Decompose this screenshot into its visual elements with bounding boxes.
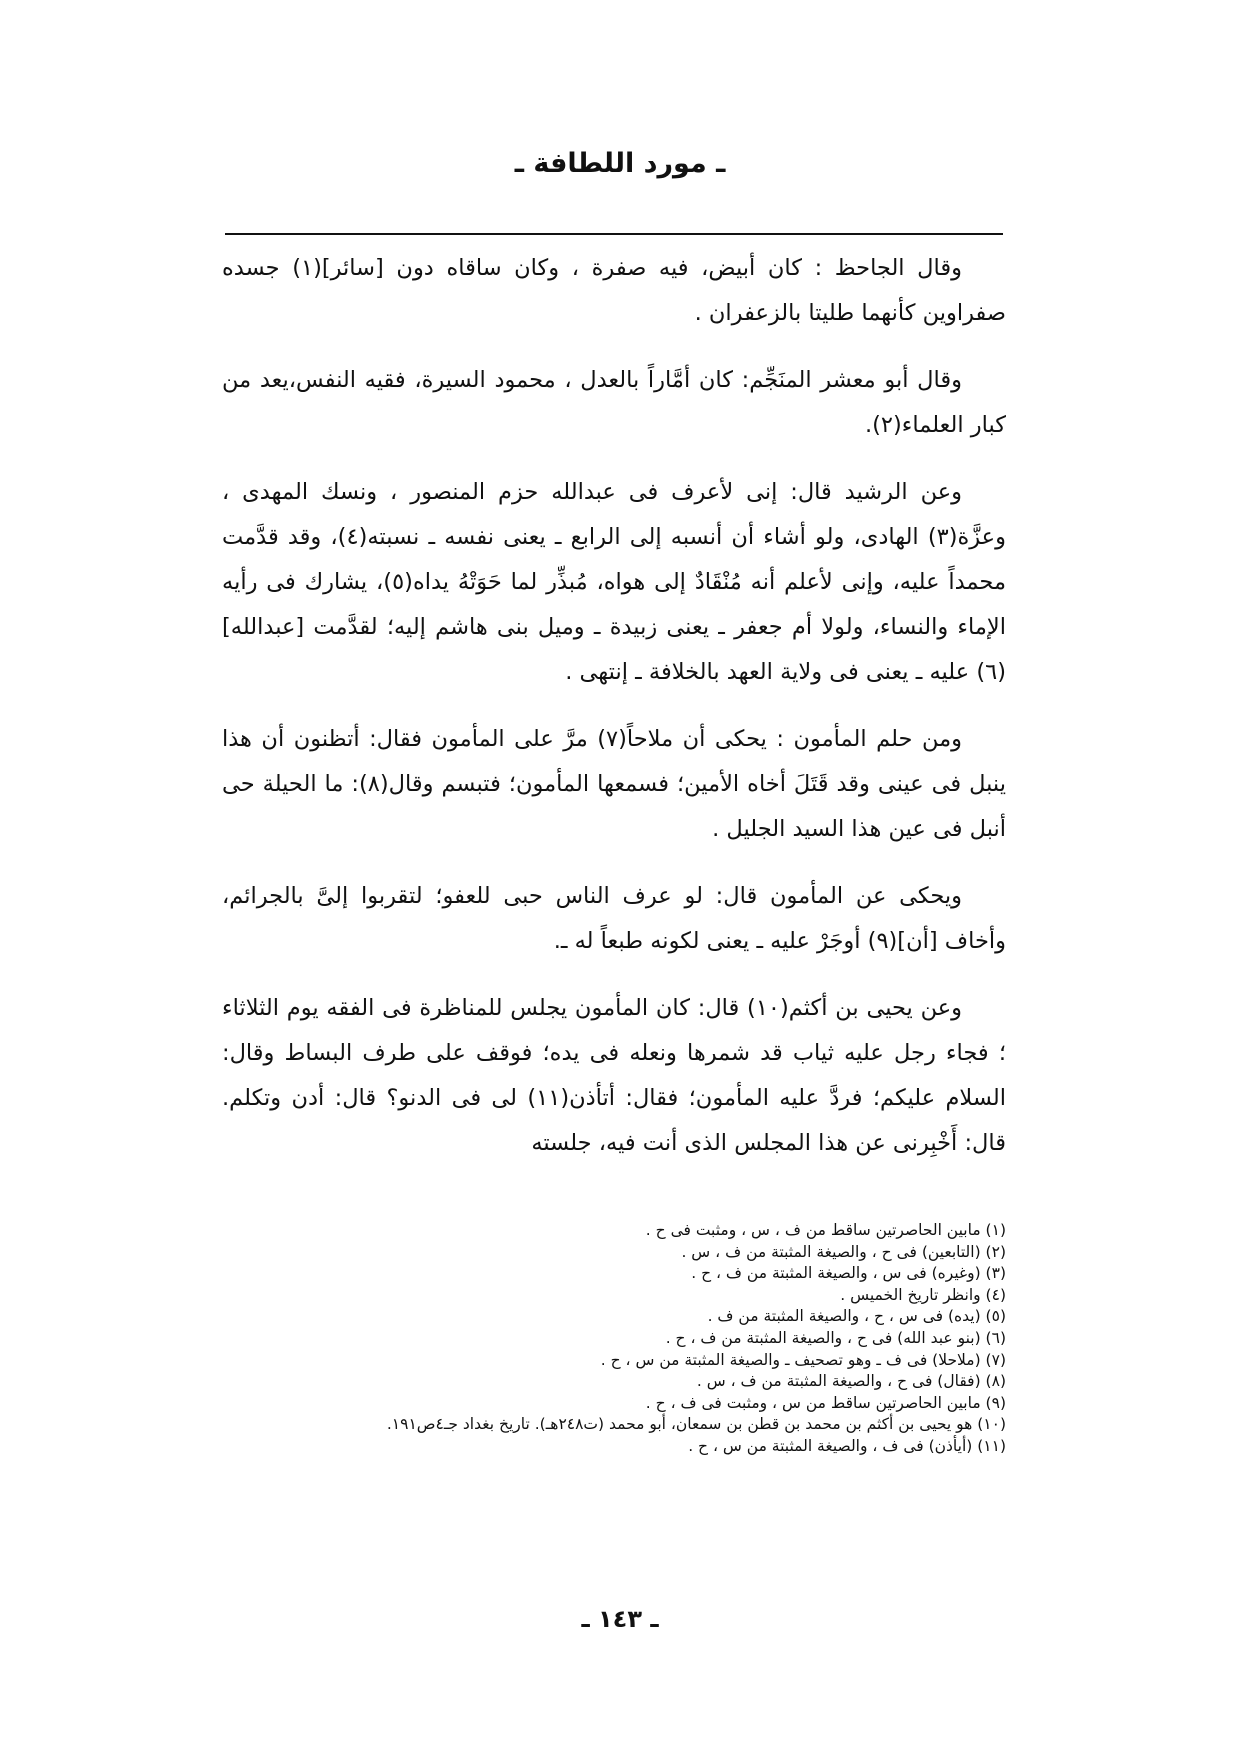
paragraph: ومن حلم المأمون : يحكى أن ملاحاً(٧) مرَّ على المأمون فقال: أتظنون أن هذا ينبل فى عينى وقد قَتَلَ أخاه الأمين؛ فسمعها المأمون؛ فتبسم وقال(٨): ما الحيلة حى أنبل فى عين هذا السيد الجليل . [222,726,1006,842]
paragraph: وقال أبو معشر المنَجِّم: كان أمَّاراً بالعدل ، محمود السيرة، فقيه النفس،يعد من كبار العلماء(٢). [222,367,1006,438]
footnote: (١٠) هو يحيى بن أكثم بن محمد بن قطن بن سمعان، أبو محمد (ت٢٤٨هـ). تاريخ بغداد جـ٤ص١٩١. [386,1415,1006,1434]
footnote: (٢) (التابعين) فى ح ، والصيغة المثبتة من ف ، س . [681,1242,1006,1261]
footnote: (٥) (يده) فى س ، ح ، والصيغة المثبتة من ف . [707,1307,1006,1326]
footnote: (١) مابين الحاصرتين ساقط من ف ، س ، ومثبت فى ح . [645,1221,1006,1239]
paragraph: وعن يحيى بن أكثم(١٠) قال: كان المأمون يجلس للمناظرة فى الفقه يوم الثلاثاء ؛ فجاء رجل عليه ثياب قد شمرها ونعله فى يده؛ فوقف على طرف البساط وقال: السلام عليكم؛ فردَّ عليه المأمون؛ فقال: أتأذن(١١) لى فى الدنو؟ قال: أدن وتكلم. قال: أَخْبِرنى عن هذا المجلس الذى أنت فيه، جلسته [222,995,1006,1156]
header-divider [225,233,1003,235]
footnote: (٨) (فقال) فى ح ، والصيغة المثبتة من ف ، س . [696,1372,1006,1391]
page-header: ـ مورد اللطافة ـ [514,148,726,179]
footnotes [222,1220,1006,1458]
main-text [222,246,1006,1188]
paragraph: وعن الرشيد قال: إنى لأعرف فى عبدالله حزم المنصور ، ونسك المهدى ، وعزَّة(٣) الهادى، ولو أشاء أن أنسبه إلى الرابع ـ يعنى نفسه ـ نسبته(٤)، وقد قدَّمت محمداً عليه، وإنى لأعلم أنه مُنْقَادٌ إلى هواه، مُبذِّر لما حَوَتْهُ يداه(٥)، يشارك فى رأيه الإماء والنساء، ولولا أم جعفر ـ يعنى زبيدة ـ وميل بنى هاشم إليه؛ لقدَّمت [عبدالله](٦) عليه ـ يعنى فى ولاية العهد بالخلافة ـ إنتهى . [222,479,1006,685]
page-number: ـ ١٤٣ ـ [581,1605,659,1633]
footnote: (١١) (أيأذن) فى ف ، والصيغة المثبتة من س ، ح . [688,1436,1006,1455]
footnote: (٤) وانظر تاريخ الخميس . [840,1285,1006,1304]
footnote: (٩) مابين الحاصرتين ساقط من س ، ومثبت فى ف ، ح . [645,1393,1006,1412]
footnote: (٧) (ملاحلا) فى ف ـ وهو تصحيف ـ والصيغة المثبتة من س ، ح . [600,1350,1006,1369]
paragraph: ويحكى عن المأمون قال: لو عرف الناس حبى للعفو؛ لتقربوا إلىَّ بالجرائم، وأخاف [أن](٩) أوجَرْ عليه ـ يعنى لكونه طبعاً له ـ. [222,883,1006,954]
footnote: (٣) (وغيره) فى س ، والصيغة المثبتة من ف ، ح . [691,1264,1006,1283]
paragraph: وقال الجاحظ : كان أبيض، فيه صفرة ، وكان ساقاه دون [سائر](١) جسده صفراوين كأنهما طليتا بالزعفران . [222,255,1006,326]
footnote: (٦) (بنو عبد الله) فى ح ، والصيغة المثبتة من ف ، ح . [665,1328,1006,1347]
